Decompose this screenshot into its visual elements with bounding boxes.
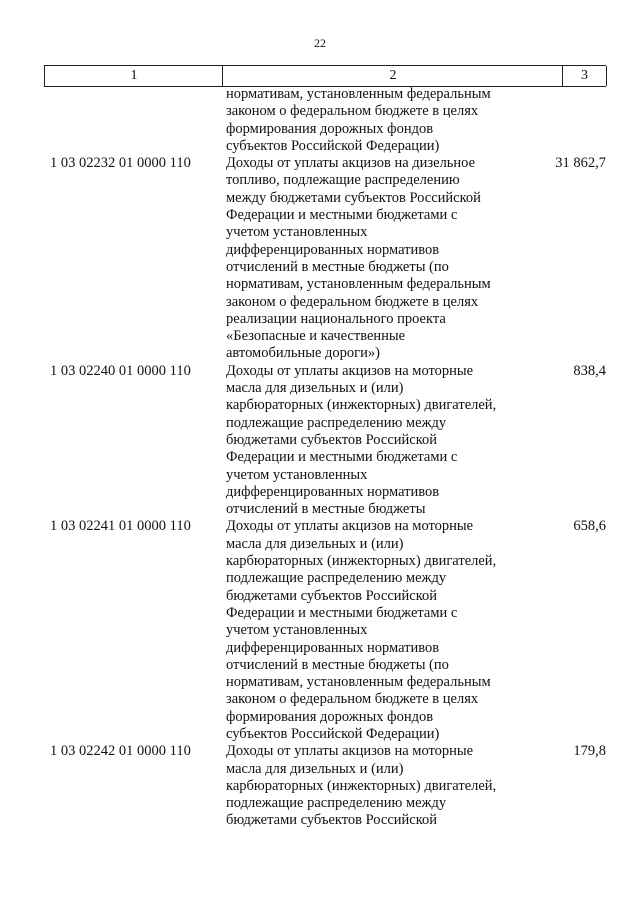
description-line: Федерации и местными бюджетами с [226, 207, 458, 224]
row-amount: 838,4 [573, 362, 606, 379]
description-line: субъектов Российской Федерации) [226, 137, 440, 154]
row-description [222, 363, 522, 519]
description-line: учетом установленных [226, 224, 368, 241]
description-line: формирования дорожных фондов [226, 120, 434, 137]
description-line: законом о федеральном бюджете в целях [226, 103, 479, 120]
table-row [44, 743, 606, 829]
description-line: законом о федеральном бюджете в целях [226, 691, 479, 708]
row-amount: 179,8 [573, 743, 606, 760]
description-line: отчислений в местные бюджеты (по [226, 656, 449, 673]
description-line: субъектов Российской Федерации) [226, 725, 440, 742]
row-description [222, 743, 522, 829]
description-line: подлежащие распределению между [226, 795, 447, 812]
row-amount: 31 862,7 [555, 155, 606, 172]
description-line: законом о федеральном бюджете в целях [226, 293, 479, 310]
description-line: топливо, подлежащие распределению [226, 172, 460, 189]
description-line: реализации национального проекта [226, 310, 446, 327]
description-line: бюджетами субъектов Российской [226, 587, 438, 604]
row-amount: 658,6 [573, 518, 606, 535]
description-line: формирования дорожных фондов [226, 708, 434, 725]
description-line: карбюраторных (инжекторных) двигателей, [226, 777, 497, 794]
header-col-1: 1 [44, 66, 223, 86]
description-line: между бюджетами субъектов Российской [226, 189, 481, 206]
description-line: «Безопасные и качественные [226, 328, 406, 345]
description-line: дифференцированных нормативов [226, 483, 440, 500]
description-line: Доходы от уплаты акцизов на моторные [226, 743, 474, 760]
row-code: 1 03 02240 01 0000 110 [50, 362, 191, 379]
description-line: нормативам, установленным федеральным [226, 86, 491, 102]
description-line: бюджетами субъектов Российской [226, 431, 438, 448]
description-line: Доходы от уплаты акцизов на моторные [226, 362, 474, 379]
description-line: нормативам, установленным федеральным [226, 276, 491, 293]
table-header [44, 65, 606, 87]
description-line: учетом установленных [226, 466, 368, 483]
table-body [44, 86, 606, 830]
row-code [44, 86, 222, 155]
row-code: 1 03 02241 01 0000 110 [50, 518, 191, 535]
description-line: дифференцированных нормативов [226, 241, 440, 258]
row-code: 1 03 02242 01 0000 110 [50, 743, 191, 760]
table-row [44, 86, 606, 155]
row-description [222, 518, 522, 743]
description-line: Федерации и местными бюджетами с [226, 604, 458, 621]
row-description [222, 86, 522, 155]
description-line: учетом установленных [226, 622, 368, 639]
table-row [44, 518, 606, 743]
description-line: карбюраторных (инжекторных) двигателей, [226, 397, 497, 414]
description-line: Доходы от уплаты акцизов на дизельное [226, 155, 476, 172]
description-line: отчислений в местные бюджеты [226, 501, 426, 518]
description-line: масла для дизельных и (или) [226, 535, 404, 552]
header-col-3: 3 [562, 66, 607, 86]
description-line: карбюраторных (инжекторных) двигателей, [226, 553, 497, 570]
description-line: автомобильные дороги») [226, 345, 380, 362]
description-line: подлежащие распределению между [226, 414, 447, 431]
table-row [44, 155, 606, 363]
row-description [222, 155, 522, 363]
description-line: масла для дизельных и (или) [226, 760, 404, 777]
description-line: дифференцированных нормативов [226, 639, 440, 656]
description-line: подлежащие распределению между [226, 570, 447, 587]
description-line: отчислений в местные бюджеты (по [226, 258, 449, 275]
row-amount [522, 86, 606, 155]
row-code: 1 03 02232 01 0000 110 [50, 155, 191, 172]
description-line: бюджетами субъектов Российской [226, 812, 438, 829]
header-col-2: 2 [222, 66, 563, 86]
description-line: нормативам, установленным федеральным [226, 674, 491, 691]
description-line: масла для дизельных и (или) [226, 380, 404, 397]
table-row [44, 363, 606, 519]
description-line: Федерации и местными бюджетами с [226, 449, 458, 466]
description-line: Доходы от уплаты акцизов на моторные [226, 518, 474, 535]
page-number: 22 [314, 36, 326, 50]
